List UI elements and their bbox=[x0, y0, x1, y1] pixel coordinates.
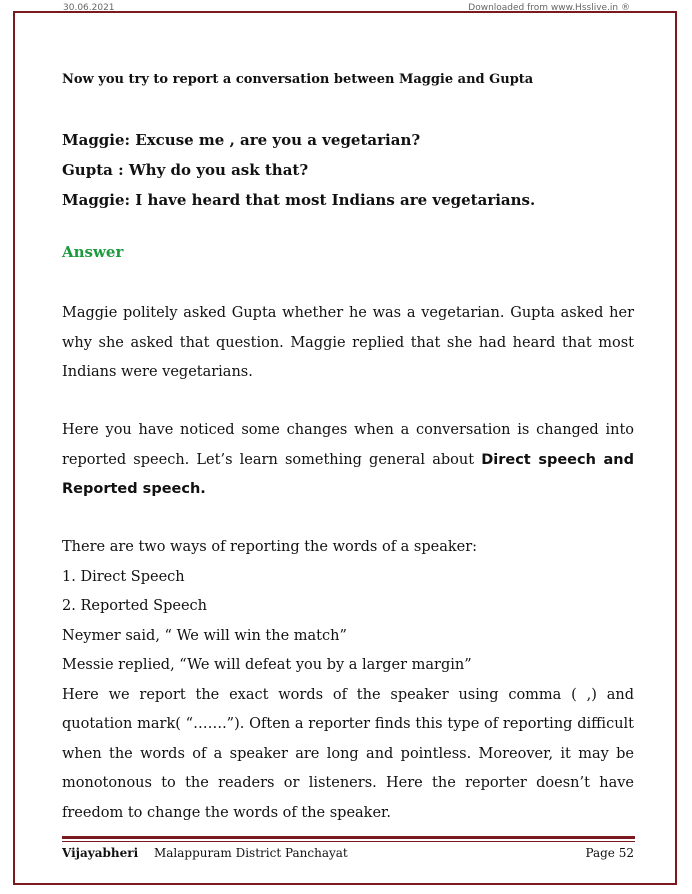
list-item: 2. Reported Speech bbox=[62, 598, 208, 614]
footer-rule bbox=[62, 836, 635, 839]
notice-text: Here you have noticed some changes when a conversation is changed into reported speech. Let’s learn something general about bbox=[62, 422, 634, 468]
notice-bold-term: Direct speech and Reported speech. bbox=[62, 451, 635, 497]
download-source: Downloaded from www.Hsslive.in ® bbox=[468, 3, 630, 13]
answer-paragraph: Maggie politely asked Gupta whether he was a vegetarian. Gupta asked her why she asked that question. Maggie replied that she had heard that most Indians were vegetarians. bbox=[62, 305, 634, 380]
footer-rule-thin bbox=[62, 841, 635, 842]
example-line: Neymer said, “ We will win the match” bbox=[62, 627, 347, 644]
example-line: Messie replied, “We will defeat you by a larger margin” bbox=[62, 657, 472, 673]
dialogue-line: Maggie: I have heard that most Indians are vegetarians. bbox=[62, 191, 536, 209]
dialogue-line: Maggie: Excuse me , are you a vegetarian? bbox=[62, 131, 421, 149]
page-number: Page 52 bbox=[585, 846, 634, 860]
page-footer bbox=[62, 845, 634, 861]
reporting-ways-section bbox=[62, 533, 634, 828]
conversation-block bbox=[62, 125, 634, 215]
exercise-instruction: Now you try to report a conversation between Maggie and Gupta bbox=[62, 72, 534, 87]
ways-intro: There are two ways of reporting the words of a speaker: bbox=[62, 539, 478, 555]
notice-paragraph bbox=[62, 416, 634, 505]
download-date: 30.06.2021 bbox=[63, 3, 115, 13]
footer-district: Malappuram District Panchayat bbox=[153, 846, 348, 860]
footer-brand: Vijayabheri bbox=[62, 846, 139, 860]
explanation-paragraph: Here we report the exact words of the speaker using comma ( ,) and quotation mark( “…….”). Often a reporter finds this type of reporting difficult when the words of a speaker are long and pointless. Moreover, it may be monotonous to the readers or listeners. Here the reporter doesn’t have freedom to change the words of the speaker. bbox=[62, 686, 634, 821]
list-item: 1. Direct Speech bbox=[62, 568, 185, 585]
dialogue-line: Gupta : Why do you ask that? bbox=[62, 161, 309, 179]
answer-heading: Answer bbox=[62, 243, 124, 261]
